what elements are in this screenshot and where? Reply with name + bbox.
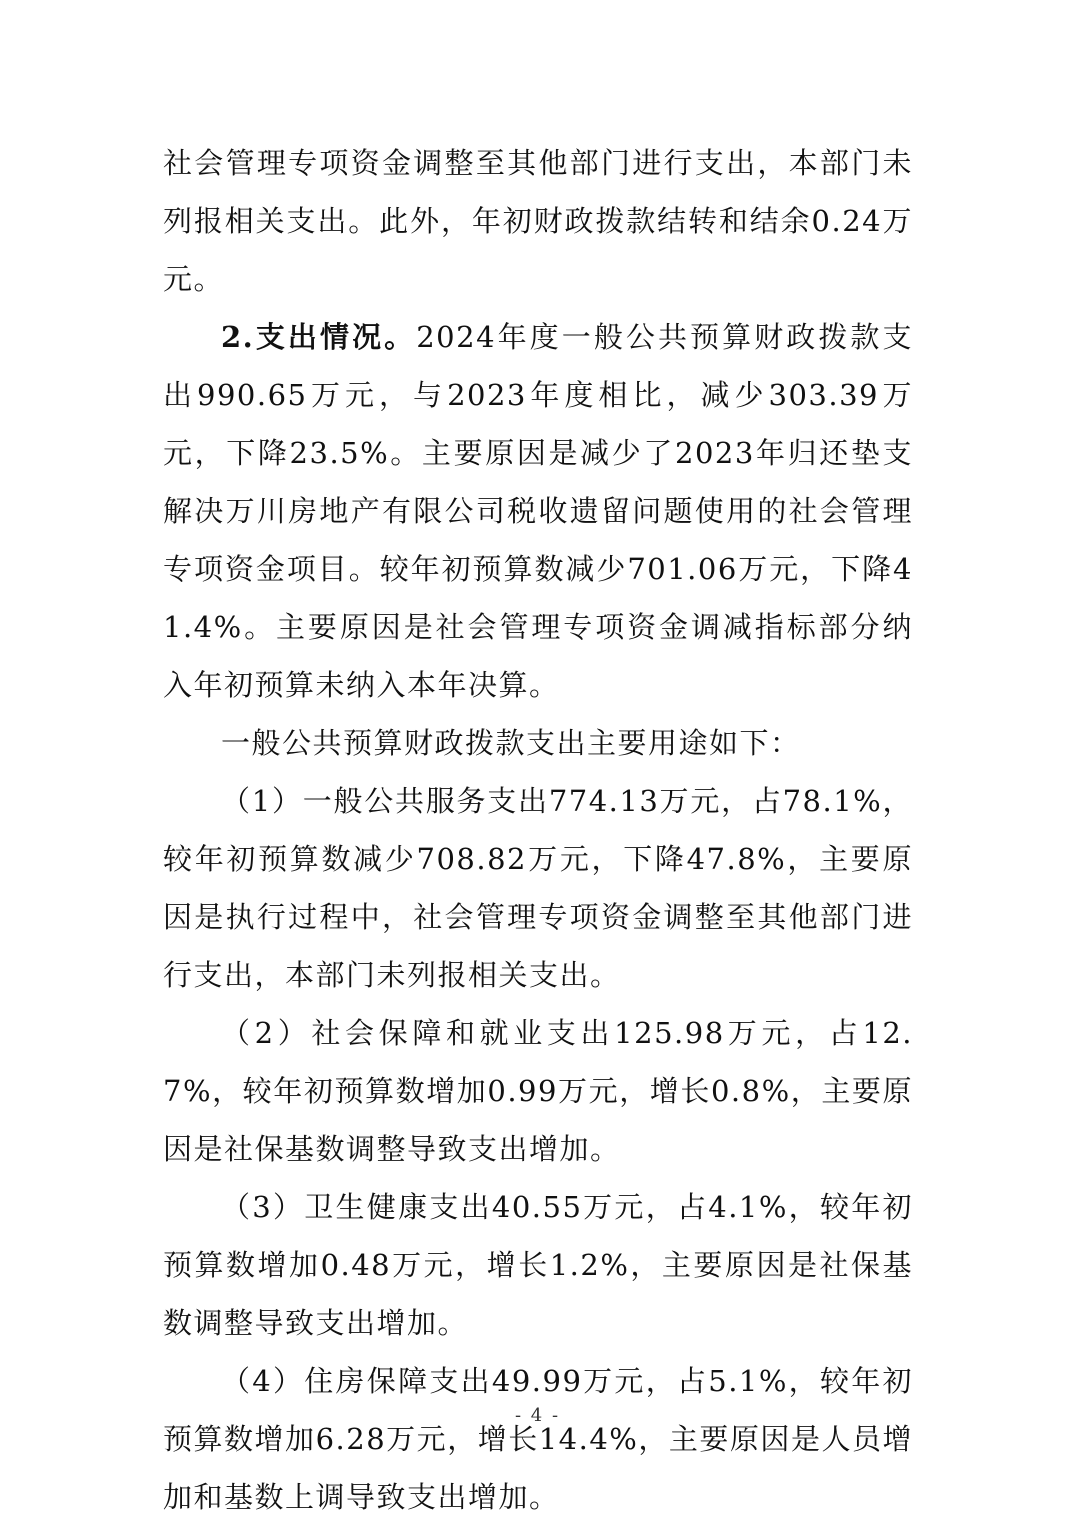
paragraph-2 — [163, 308, 913, 714]
paragraph-7 — [163, 1352, 913, 1526]
paragraph-7-text: （4）住房保障支出49.99万元，占5.1%，较年初预算数增加6.28万元，增长14.4%，主要原因是人员增加和基数上调导致支出增加。 — [163, 1364, 913, 1514]
paragraph-2-text: 2024年度一般公共预算财政拨款支出990.65万元，与2023年度相比，减少303.39万元，下降23.5%。主要原因是减少了2023年归还垫支解决万川房地产有限公司税收遗留问题使用的社会管理专项资金项目。较年初预算数减少701.06万元，下降41.4%。主要原因是社会管理专项资金调减指标部分纳入年初预算未纳入本年决算。 — [163, 320, 913, 702]
paragraph-4-text: （1）一般公共服务支出774.13万元，占78.1%，较年初预算数减少708.82万元，下降47.8%，主要原因是执行过程中，社会管理专项资金调整至其他部门进行支出，本部门未列报相关支出。 — [163, 784, 913, 992]
paragraph-5-text: （2）社会保障和就业支出125.98万元，占12.7%，较年初预算数增加0.99万元，增长0.8%，主要原因是社保基数调整导致支出增加。 — [163, 1016, 913, 1166]
page-number: - 4 - — [514, 1405, 561, 1426]
paragraph-1 — [163, 134, 913, 308]
paragraph-5 — [163, 1004, 913, 1178]
paragraph-6 — [163, 1178, 913, 1352]
paragraph-6-text: （3）卫生健康支出40.55万元，占4.1%，较年初预算数增加0.48万元，增长1.2%，主要原因是社保基数调整导致支出增加。 — [163, 1190, 913, 1340]
document-body — [163, 134, 913, 1526]
paragraph-1-text: 社会管理专项资金调整至其他部门进行支出，本部门未列报相关支出。此外，年初财政拨款结转和结余0.24万元。 — [163, 146, 913, 296]
paragraph-4 — [163, 772, 913, 1004]
section-heading: 2.支出情况。 — [221, 320, 417, 354]
paragraph-3 — [163, 714, 913, 772]
paragraph-3-text: 一般公共预算财政拨款支出主要用途如下： — [221, 726, 801, 760]
